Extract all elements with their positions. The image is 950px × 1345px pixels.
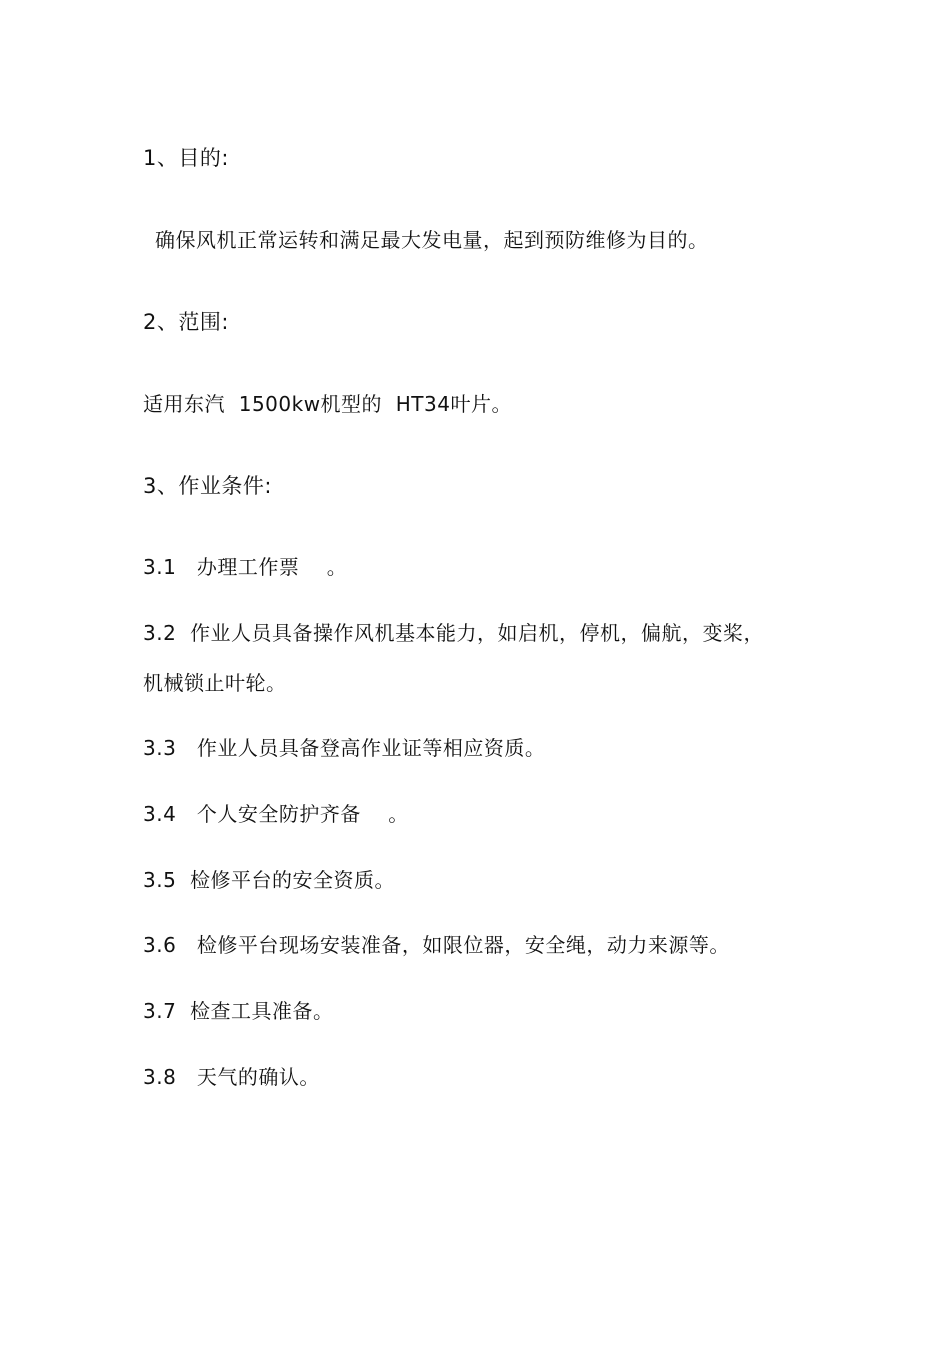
section-1-heading: 1、目的: <box>143 146 229 170</box>
condition-item-3-2-continued: 机械锁止叶轮。 <box>143 671 287 695</box>
section-2-heading: 2、范围: <box>143 310 229 334</box>
condition-item-3-4: 3.4 个人安全防护齐备 。 <box>143 802 409 826</box>
condition-item-3-2: 3.2 作业人员具备操作风机基本能力，如启机，停机，偏航，变桨， <box>143 621 765 645</box>
condition-item-3-8: 3.8 天气的确认。 <box>143 1065 320 1089</box>
section-2-body: 适用东汽 1500kw机型的 HT34叶片。 <box>143 392 512 416</box>
condition-item-3-7: 3.7 检查工具准备。 <box>143 999 334 1023</box>
condition-item-3-3: 3.3 作业人员具备登高作业证等相应资质。 <box>143 736 546 760</box>
condition-item-3-1: 3.1 办理工作票 。 <box>143 555 348 579</box>
section-3-heading: 3、作业条件: <box>143 474 272 498</box>
condition-item-3-5: 3.5 检修平台的安全资质。 <box>143 868 396 892</box>
condition-item-3-6: 3.6 检修平台现场安装准备，如限位器，安全绳，动力来源等。 <box>143 933 730 957</box>
section-1-body: 确保风机正常运转和满足最大发电量，起到预防维修为目的。 <box>155 228 709 252</box>
